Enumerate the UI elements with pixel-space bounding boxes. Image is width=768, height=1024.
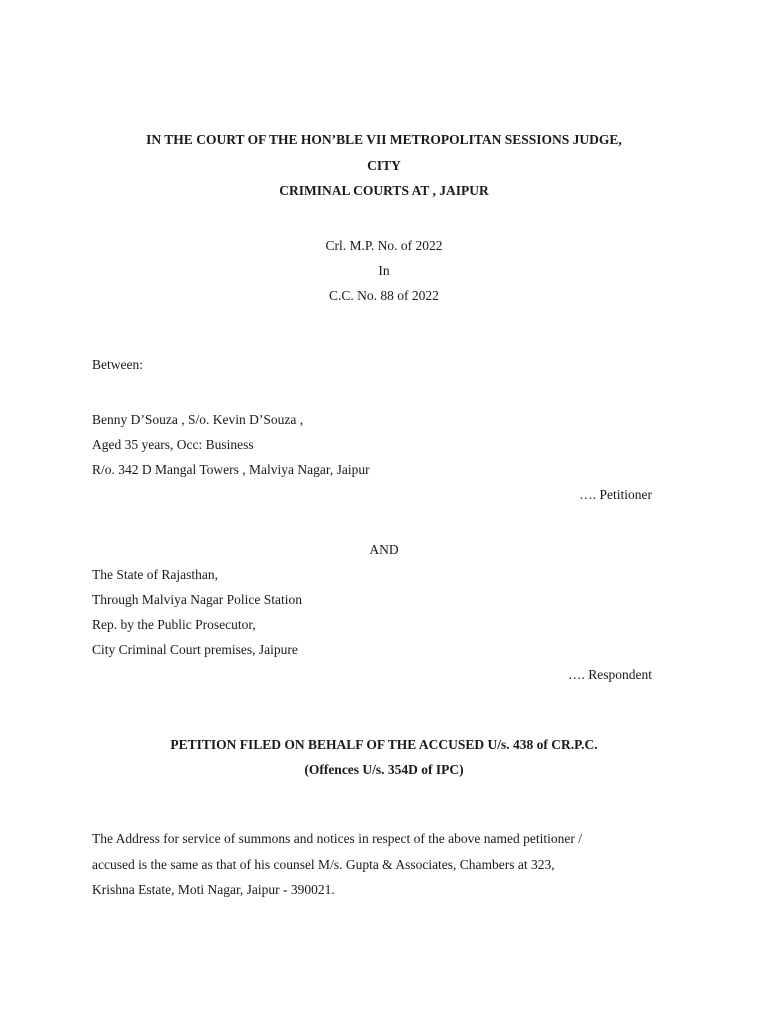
- between-label: Between:: [92, 357, 143, 372]
- petitioner-name: Benny D’Souza , S/o. Kevin D’Souza ,: [92, 412, 304, 427]
- case-in-label: In: [378, 263, 390, 278]
- and-label: AND: [369, 542, 399, 557]
- address-paragraph-line-2: accused is the same as that of his counsel M/s. Gupta & Associates, Chambers at 323,: [92, 857, 555, 872]
- respondent-line-2: Through Malviya Nagar Police Station: [92, 592, 302, 607]
- petitioner-address: R/o. 342 D Mangal Towers , Malviya Nagar, Jaipur: [92, 462, 370, 477]
- crl-mp-number: Crl. M.P. No. of 2022: [325, 238, 443, 253]
- petitioner-age: Aged 35 years, Occ: Business: [92, 437, 254, 452]
- court-header-line-1: IN THE COURT OF THE HON’BLE VII METROPOLITAN SESSIONS JUDGE,: [146, 132, 622, 147]
- respondent-line-3: Rep. by the Public Prosecutor,: [92, 617, 256, 632]
- petition-title-line-1: PETITION FILED ON BEHALF OF THE ACCUSED U/s. 438 of CR.P.C.: [170, 737, 598, 752]
- address-paragraph-line-3: Krishna Estate, Moti Nagar, Jaipur - 390021.: [92, 882, 335, 897]
- cc-number: C.C. No. 88 of 2022: [329, 288, 439, 303]
- address-paragraph-line-1: The Address for service of summons and notices in respect of the above named petitioner /: [92, 831, 582, 846]
- respondent-line-4: City Criminal Court premises, Jaipure: [92, 642, 298, 657]
- petition-title-line-2: (Offences U/s. 354D of IPC): [304, 762, 464, 777]
- court-header-line-3: CRIMINAL COURTS AT , JAIPUR: [279, 183, 489, 198]
- court-header-line-2: CITY: [367, 158, 401, 173]
- respondent-line-1: The State of Rajasthan,: [92, 567, 218, 582]
- respondent-role: …. Respondent: [568, 667, 652, 682]
- petitioner-role: …. Petitioner: [579, 487, 652, 502]
